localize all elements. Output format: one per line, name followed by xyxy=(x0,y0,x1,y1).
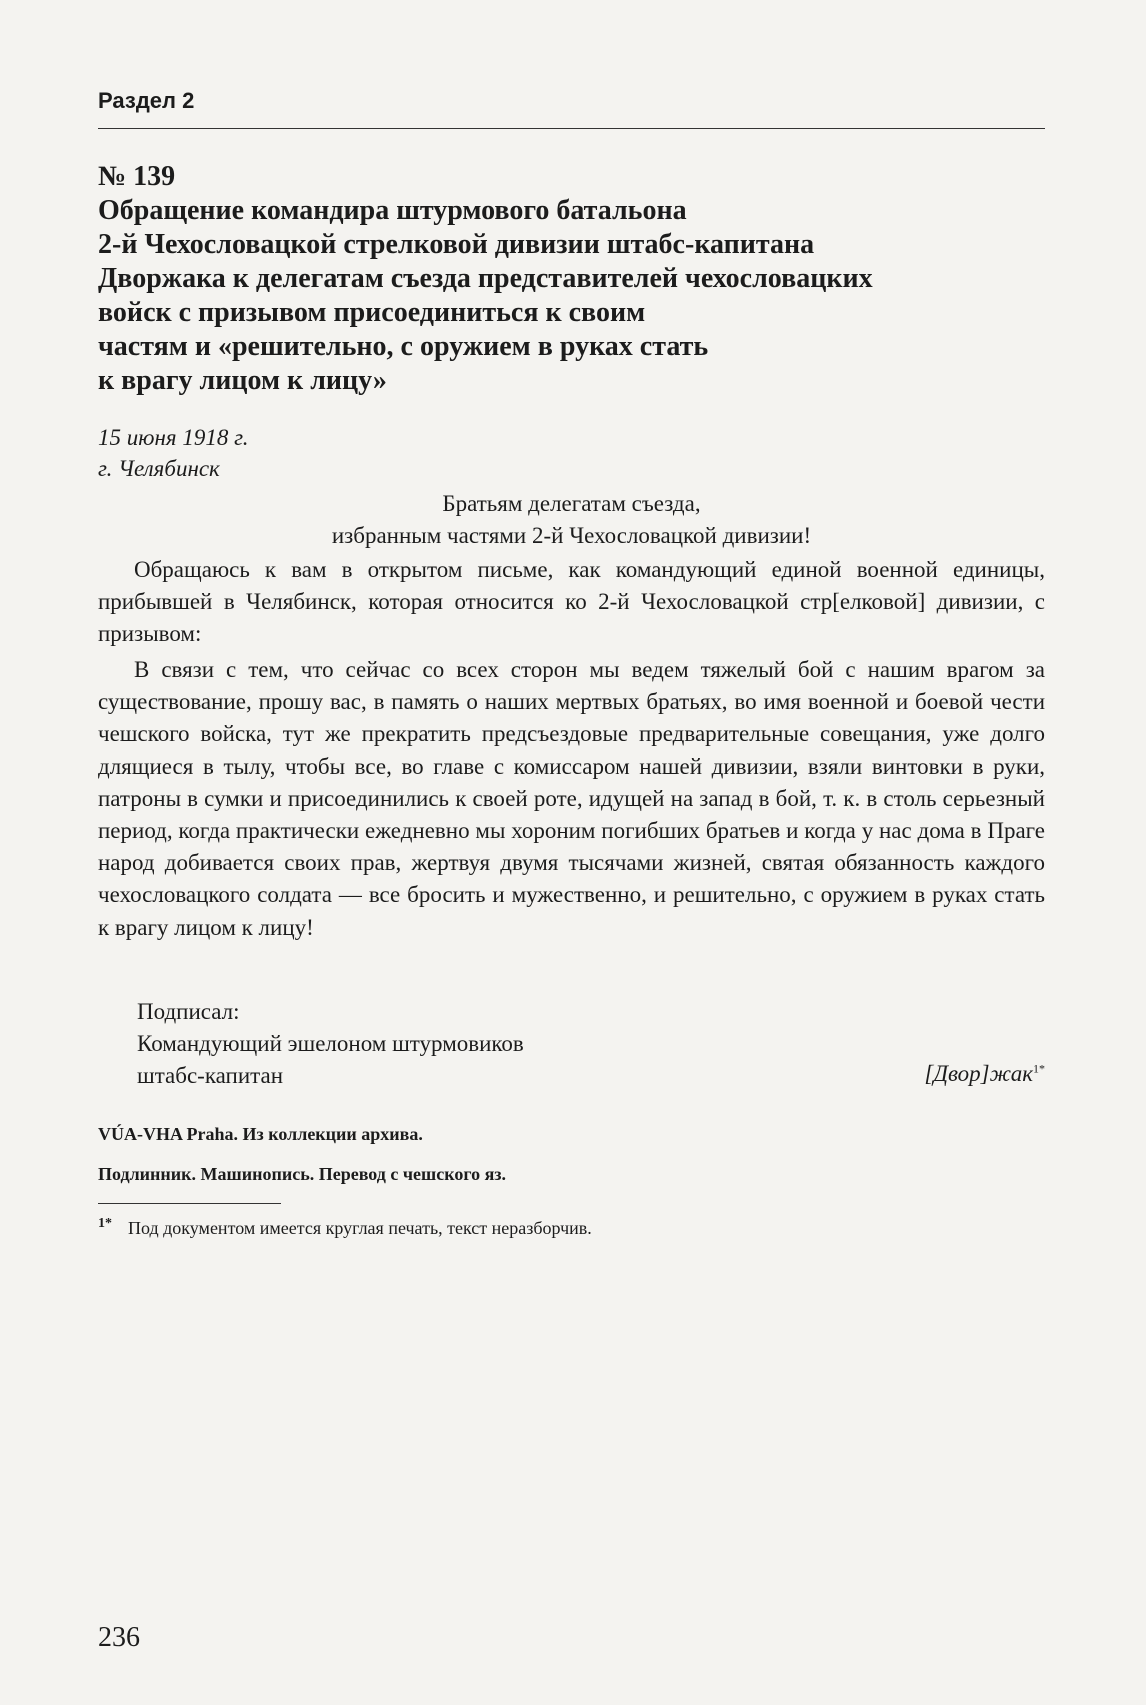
signature-block xyxy=(137,996,524,1092)
signed-label: Подписал: xyxy=(137,999,240,1024)
appeal-paragraph-block xyxy=(98,654,1045,944)
signer-name xyxy=(924,1061,1045,1087)
document-title xyxy=(98,160,998,398)
signer-name-text: [Двор]жак xyxy=(924,1061,1033,1086)
appeal-paragraph: В связи с тем, что сейчас со всех сторон мы ведем тяжелый бой с нашим врагом за существование, прошу вас, в память о наших мертвых братьях, во имя военной и боевой чести чешского войска, тут же прекратить предсъездовые предварительные совещания, уже долго длящиеся в тылу, чтобы все, во главе с комиссаром нашей дивизии, взяли винтовки в руки, патроны в сумки и присоединились к своей роте, идущей на запад в бой, т. к. в столь серьезный период, когда практически ежедневно мы хороним погибших братьев и когда у нас дома в Праге народ добивается своих прав, жертвуя двумя тысячами жизней, святая обязанность каждого чехословацкого солдата — все бросить и мужественно, и решительно, с оружием в руках стать к врагу лицом к лицу! xyxy=(98,657,1045,940)
source-archive: VÚA-VHA Praha. Из коллекции архива. xyxy=(98,1124,423,1144)
salutation xyxy=(98,488,1045,552)
document-date: 15 июня 1918 г. xyxy=(98,425,249,450)
signer-position: Командующий эшелоном штурмовиков xyxy=(137,1031,524,1056)
footnote-reference: 1* xyxy=(1033,1061,1045,1076)
page-number: 236 xyxy=(98,1622,140,1653)
footnote-text: Под документом имеется круглая печать, текст неразборчив. xyxy=(128,1218,592,1238)
title-line: Дворжака к делегатам съезда представителей чехословацких xyxy=(98,263,873,294)
title-line: Обращение командира штурмового батальона xyxy=(98,195,687,226)
footnote xyxy=(98,1216,592,1239)
footnote-rule xyxy=(98,1203,281,1204)
salutation-line: избранным частями 2-й Чехословацкой дивизии! xyxy=(331,523,812,548)
intro-paragraph: Обращаюсь к вам в открытом письме, как командующий единой военной единицы, прибывшей в Челябинск, которая относится ко 2-й Чехословацкой стр[елковой] дивизии, с призывом: xyxy=(98,557,1045,646)
title-line: частям и «решительно, с оружием в руках стать xyxy=(98,331,709,362)
running-head: Раздел 2 xyxy=(98,88,195,113)
footnote-mark: 1* xyxy=(98,1216,112,1231)
title-line: к врагу лицом к лицу» xyxy=(98,365,387,396)
salutation-line: Братьям делегатам съезда, xyxy=(442,491,701,516)
header-rule xyxy=(98,128,1045,129)
document-place: г. Челябинск xyxy=(98,456,220,481)
signer-rank: штабс-капитан xyxy=(137,1063,284,1088)
title-line: войск с призывом присоединиться к своим xyxy=(98,297,646,328)
title-line: 2-й Чехословацкой стрелковой дивизии штабс-капитана xyxy=(98,229,815,260)
source-note: Подлинник. Машинопись. Перевод с чешского яз. xyxy=(98,1164,507,1184)
title-line: № 139 xyxy=(98,161,176,192)
intro-paragraph-block xyxy=(98,554,1045,650)
